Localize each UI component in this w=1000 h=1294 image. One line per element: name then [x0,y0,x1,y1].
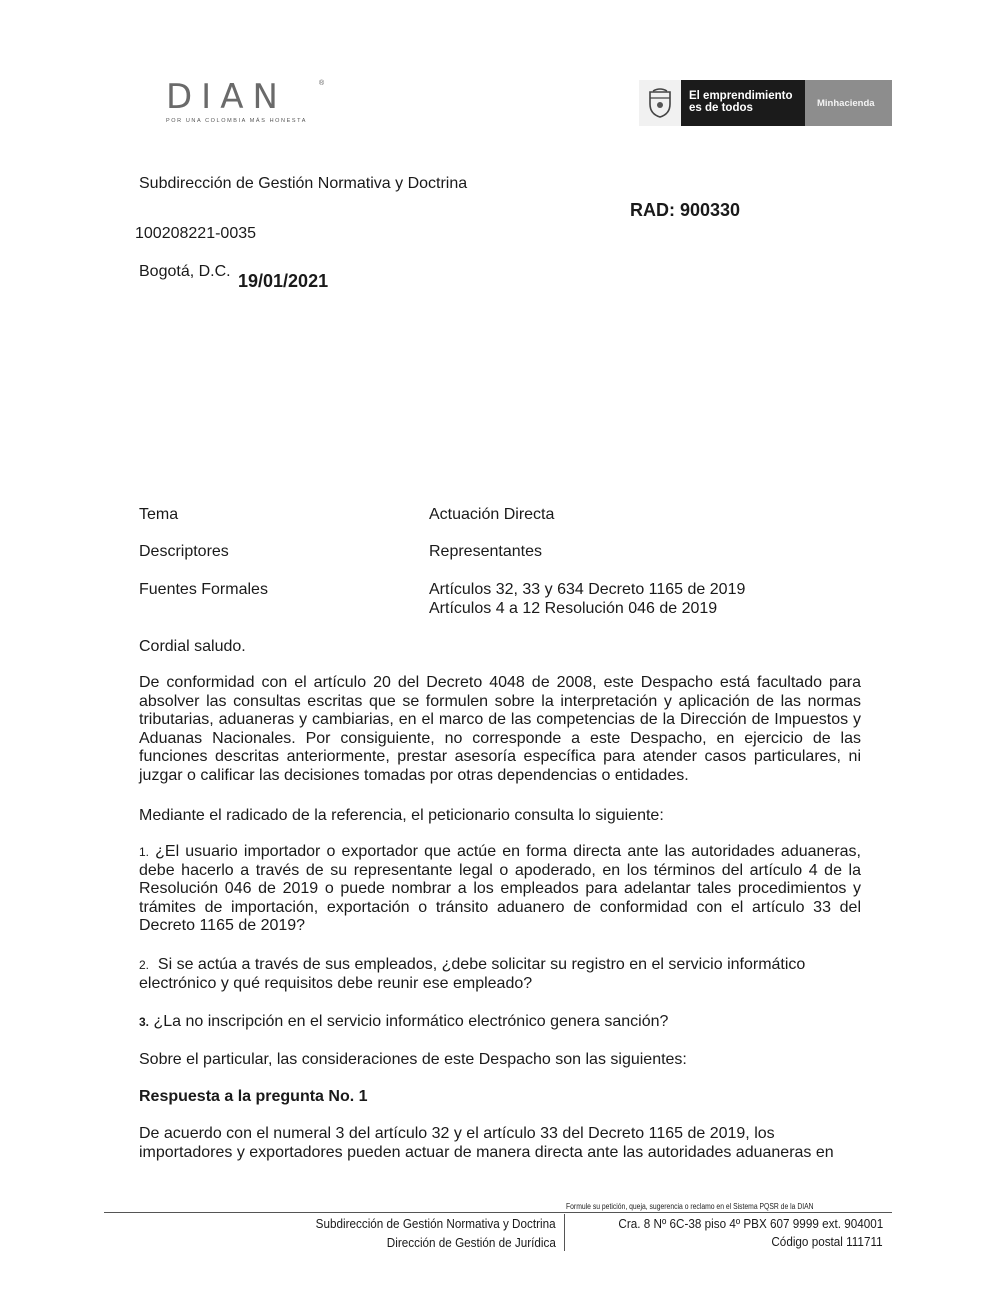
greeting: Cordial saludo. [139,638,246,655]
question-2 [139,956,861,993]
meta-value-fuentes-2: Artículos 4 a 12 Resolución 046 de 2019 [429,600,718,617]
question-2-text: Si se actúa a través de sus empleados, ¿debe solicitar su registro en el servicio informático electrónico y qué requisitos debe reunir ese empleado? [139,956,806,992]
registered-mark-icon: ® [319,80,325,87]
considerations: Sobre el particular, las consideraciones de este Despacho son las siguientes: [139,1051,687,1068]
dian-logo-text: DIAN [166,77,287,117]
city: Bogotá, D.C. [139,263,231,280]
meta-value-descriptores: Representantes [429,543,542,560]
meta-label-descriptores: Descriptores [139,543,229,560]
meta-label-tema: Tema [139,506,179,523]
gov-badge-slogan: El emprendimiento es de todos [681,80,805,126]
answer-1-paragraph: De acuerdo con el numeral 3 del artículo 32 y el artículo 33 del Decreto 1165 de 2019, los importadores y exportadores pueden actuar de manera directa ante las autoridades aduaneras en [139,1125,834,1161]
dian-tagline: POR UNA COLOMBIA MÁS HONESTA [166,118,307,124]
rad-number: RAD: 900330 [630,200,741,220]
intro-paragraph: De conformidad con el artículo 20 del Decreto 4048 de 2008, este Despacho está facultado para absolver las consultas escritas que se formulen sobre la interpretación y aplicación de las normas tributarias, aduaneras y cambiarias, en el marco de las competencias de la Dirección de Impuestos y Aduanas Nacionales. Por consiguiente, no corresponde a este Despacho, en ejercicio de las funciones descritas anteriormente, prestar asesoría específica para atender casos particulares, ni juzgar o calificar las decisiones tomadas por otras dependencias o entidades. [139,674,861,784]
dian-logo [166,77,326,128]
question-3 [139,1013,861,1032]
gov-badge-ministry: Minhacienda [805,80,892,126]
answer-1-heading: Respuesta a la pregunta No. 1 [139,1088,368,1105]
coat-of-arms-icon [639,80,681,126]
government-badge [639,80,892,126]
question-3-text: ¿La no inscripción en el servicio informático electrónico genera sanción? [153,1013,669,1030]
meta-label-fuentes: Fuentes Formales [139,581,268,598]
footer-postal-code: Código postal 111711 [771,1234,883,1249]
footer-office: Subdirección de Gestión Normativa y Doctrina [316,1216,556,1231]
question-1-number: 1. [139,845,150,859]
consult-intro: Mediante el radicado de la referencia, el peticionario consulta lo siguiente: [139,807,664,824]
office-name: Subdirección de Gestión Normativa y Doctrina [139,175,468,192]
footer-address: Cra. 8 Nº 6C-38 piso 4º PBX 607 9999 ext. 904001 [618,1216,883,1231]
footer-divider [104,1212,892,1213]
question-1-text: ¿El usuario importador o exportador que actúe en forma directa ante las autoridades aduaneras, debe hacerlo a través de su representante legal o apoderado, en los términos del artículo 4 de la Resolución 046 de 2019 o puede nombrar a los empleados para adelantar tales procedimientos y trámites de importación, exportación o tránsito aduanero de conformidad con el artículo 33 del Decreto 1165 de 2019? [139,843,861,935]
question-3-number: 3. [139,1015,150,1029]
footer-direction: Dirección de Gestión de Jurídica [386,1235,556,1250]
meta-value-tema: Actuación Directa [429,506,555,523]
reference-code: 100208221-0035 [135,225,257,242]
meta-value-fuentes-1: Artículos 32, 33 y 634 Decreto 1165 de 2019 [429,581,746,598]
question-1 [139,843,861,936]
footer-vertical-divider [564,1214,565,1251]
question-2-number: 2. [139,958,150,972]
letter-date: 19/01/2021 [238,271,329,291]
footer-pqsr-note: Formule su petición, queja, sugerencia o reclamo en el Sistema PQSR de la DIAN [566,1202,814,1211]
